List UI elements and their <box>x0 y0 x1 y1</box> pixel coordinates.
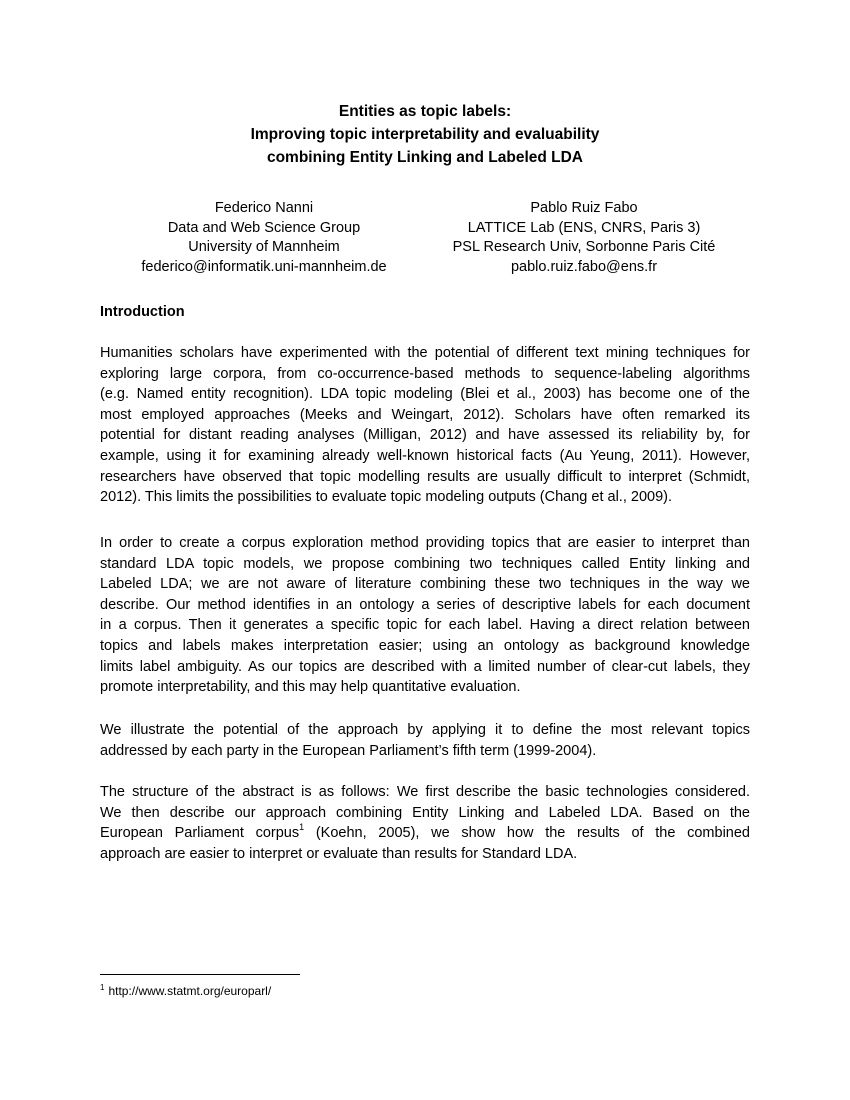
author-email: pablo.ruiz.fabo@ens.fr <box>510 258 658 275</box>
footnote-reference[interactable]: 1 <box>299 822 305 833</box>
text-line: exploring large corpora, from co-occurrence-based methods to sequence-labeling algorithms <box>100 365 750 382</box>
text-line: addressed by each party in the European Parliament’s fifth term (1999-2004). <box>100 742 597 759</box>
author-email: federico@informatik.uni-mannheim.de <box>141 258 387 275</box>
paper-title <box>100 100 750 169</box>
text-line: Humanities scholars have experimented with the potential of different text mining techniques for <box>100 345 750 361</box>
author-affiliation: Data and Web Science Group <box>167 219 361 236</box>
text-fragment: (Koehn, 2005), we show how the results of the combined <box>315 825 750 842</box>
author-name: Federico Nanni <box>214 200 314 216</box>
text-line: researchers have observed that topic modelling results are usually difficult to interpret (Schmidt, <box>100 468 750 485</box>
text-line: standard LDA topic models, we propose combining two techniques called Entity linking and <box>100 555 750 572</box>
text-line: We then describe our approach combining Entity Linking and Labeled LDA. Based on the <box>100 804 750 821</box>
section-heading-introduction: Introduction <box>100 304 185 320</box>
text-line: most employed approaches (Meeks and Weingart, 2012). Scholars have often remarked its <box>100 406 750 423</box>
title-line-3: combining Entity Linking and Labeled LDA <box>266 149 584 166</box>
title-line-1: Entities as topic labels: <box>338 103 512 120</box>
text-line: limits label ambiguity. As our topics are described with a limited number of clear-cut labels, they <box>100 658 750 675</box>
text-line: In order to create a corpus exploration method providing topics that are easier to interpret than <box>100 535 750 551</box>
text-line: (e.g. Named entity recognition). LDA topic modeling (Blei et al., 2003) has become one of the <box>100 386 750 403</box>
body-paragraph <box>100 533 750 698</box>
author-affiliation: PSL Research Univ, Sorbonne Paris Cité <box>452 239 716 255</box>
text-line: approach are easier to interpret or evaluate than results for Standard LDA. <box>100 845 578 862</box>
footnote-divider <box>100 974 300 975</box>
text-fragment: European Parliament corpus <box>100 825 300 842</box>
author-block-nanni <box>100 199 428 277</box>
author-block-ruiz-fabo <box>418 199 750 277</box>
body-paragraph <box>100 782 750 864</box>
text-line: 2012). This limits the possibilities to evaluate topic modeling outputs (Chang et al., 2009). <box>100 489 672 506</box>
body-paragraph <box>100 343 750 508</box>
text-line: Labeled LDA; we are not aware of literature combining these two techniques in the way we <box>100 576 750 593</box>
body-paragraph <box>100 720 750 761</box>
text-line: describe. Our method identifies in an ontology a series of descriptive labels for each document <box>100 596 750 613</box>
text-line: The structure of the abstract is as follows: We first describe the basic technologies considered. <box>100 784 750 800</box>
text-line: potential for distant reading analyses (Milligan, 2012) and have assessed its reliability by, for <box>100 427 750 444</box>
author-affiliation: University of Mannheim <box>188 239 340 255</box>
author-affiliation: LATTICE Lab (ENS, CNRS, Paris 3) <box>467 219 701 236</box>
text-line: in a corpus. Then it generates a specific topic for each label. Having a direct relation between <box>100 617 750 634</box>
text-line: We illustrate the potential of the approach by applying it to define the most relevant topics <box>100 722 750 738</box>
author-name: Pablo Ruiz Fabo <box>530 200 638 216</box>
footnote-marker: 1 <box>100 983 105 992</box>
text-line-with-footnote <box>100 823 750 844</box>
title-line-2: Improving topic interpretability and evaluability <box>250 126 600 143</box>
footnote <box>100 983 271 999</box>
text-line: promote interpretability, and this may help quantitative evaluation. <box>100 679 521 696</box>
text-line: example, using it for examining already well-known historical facts (Au Yeung, 2011). However, <box>100 447 750 464</box>
text-line: topics and labels makes interpretation easier; using an ontology as background knowledge <box>100 637 750 654</box>
footnote-url[interactable]: http://www.statmt.org/europarl/ <box>108 984 272 998</box>
